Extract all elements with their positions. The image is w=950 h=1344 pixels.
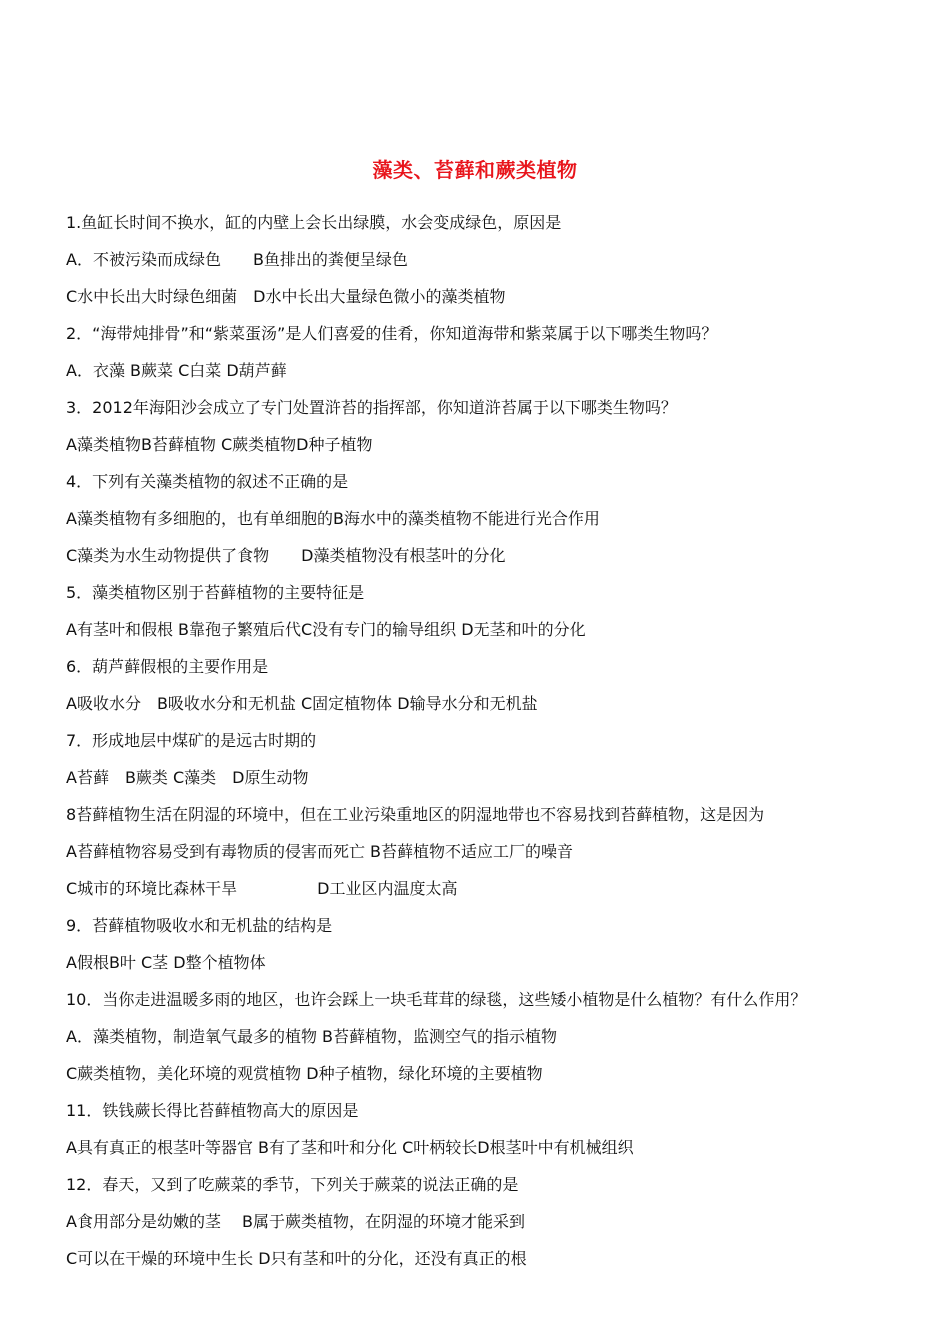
text-line: C藻类为水生动物提供了食物 D藻类植物没有根茎叶的分化 bbox=[66, 546, 506, 565]
text-line: 3．2012年海阳沙会成立了专门处置浒苔的指挥部，你知道浒苔属于以下哪类生物吗？ bbox=[66, 398, 677, 417]
text-line: 10．当你走进温暖多雨的地区，也许会踩上一块毛茸茸的绿毯，这些矮小植物是什么植物？有什么作用？ bbox=[66, 990, 807, 1009]
text-line: 9．苔藓植物吸收水和无机盐的结构是 bbox=[66, 916, 333, 935]
text-line: A具有真正的根茎叶等器官 B有了茎和叶和分化 C叶柄较长D根茎叶中有机械组织 bbox=[66, 1138, 634, 1157]
text-line: 1.鱼缸长时间不换水，缸的内壁上会长出绿膜，水会变成绿色，原因是 bbox=[66, 213, 562, 232]
text-line: 11．铁钱蕨长得比苔藓植物高大的原因是 bbox=[66, 1101, 359, 1120]
text-line: C水中长出大时绿色细菌 D水中长出大量绿色微小的藻类植物 bbox=[66, 287, 506, 306]
text-line: C蕨类植物，美化环境的观赏植物 D种子植物，绿化环境的主要植物 bbox=[66, 1064, 543, 1083]
text-line: 7．形成地层中煤矿的是远古时期的 bbox=[66, 731, 317, 750]
text-line: A藻类植物B苔藓植物 C蕨类植物D种子植物 bbox=[66, 435, 373, 454]
text-line: 2．“海带炖排骨”和“紫菜蛋汤”是人们喜爱的佳肴，你知道海带和紫菜属于以下哪类生物吗？ bbox=[66, 324, 718, 343]
text-line: 6．葫芦藓假根的主要作用是 bbox=[66, 657, 269, 676]
text-line: A食用部分是幼嫩的茎 B属于蕨类植物，在阴湿的环境才能采到 bbox=[66, 1212, 526, 1231]
text-line: A吸收水分 B吸收水分和无机盐 C固定植物体 D输导水分和无机盐 bbox=[66, 694, 538, 713]
text-line: A．藻类植物，制造氧气最多的植物 B苔藓植物，监测空气的指示植物 bbox=[66, 1027, 558, 1046]
document-title: 藻类、苔藓和蕨类植物 bbox=[372, 158, 578, 182]
text-line: A苔藓 B蕨类 C藻类 D原生动物 bbox=[66, 768, 309, 787]
question-list bbox=[66, 210, 896, 1283]
text-line: A苔藓植物容易受到有毒物质的侵害而死亡 B苔藓植物不适应工厂的噪音 bbox=[66, 842, 574, 861]
text-line: A．衣藻 B蕨菜 C白菜 D葫芦藓 bbox=[66, 361, 287, 380]
text-line: 5．藻类植物区别于苔藓植物的主要特征是 bbox=[66, 583, 365, 602]
text-line: A．不被污染而成绿色 B鱼排出的粪便呈绿色 bbox=[66, 250, 408, 269]
text-line: 12．春天，又到了吃蕨菜的季节，下列关于蕨菜的说法正确的是 bbox=[66, 1175, 519, 1194]
text-line: C城市的环境比森林干旱 D工业区内温度太高 bbox=[66, 879, 458, 898]
text-line: A假根B叶 C茎 D整个植物体 bbox=[66, 953, 266, 972]
text-line: A藻类植物有多细胞的，也有单细胞的B海水中的藻类植物不能进行光合作用 bbox=[66, 509, 600, 528]
text-line: A有茎叶和假根 B靠孢子繁殖后代C没有专门的输导组织 D无茎和叶的分化 bbox=[66, 620, 586, 639]
text-line: C可以在干燥的环境中生长 D只有茎和叶的分化，还没有真正的根 bbox=[66, 1249, 527, 1268]
text-line: 8苔藓植物生活在阴湿的环境中，但在工业污染重地区的阴湿地带也不容易找到苔藓植物，这是因为 bbox=[66, 805, 765, 824]
text-line: 4．下列有关藻类植物的叙述不正确的是 bbox=[66, 472, 349, 491]
